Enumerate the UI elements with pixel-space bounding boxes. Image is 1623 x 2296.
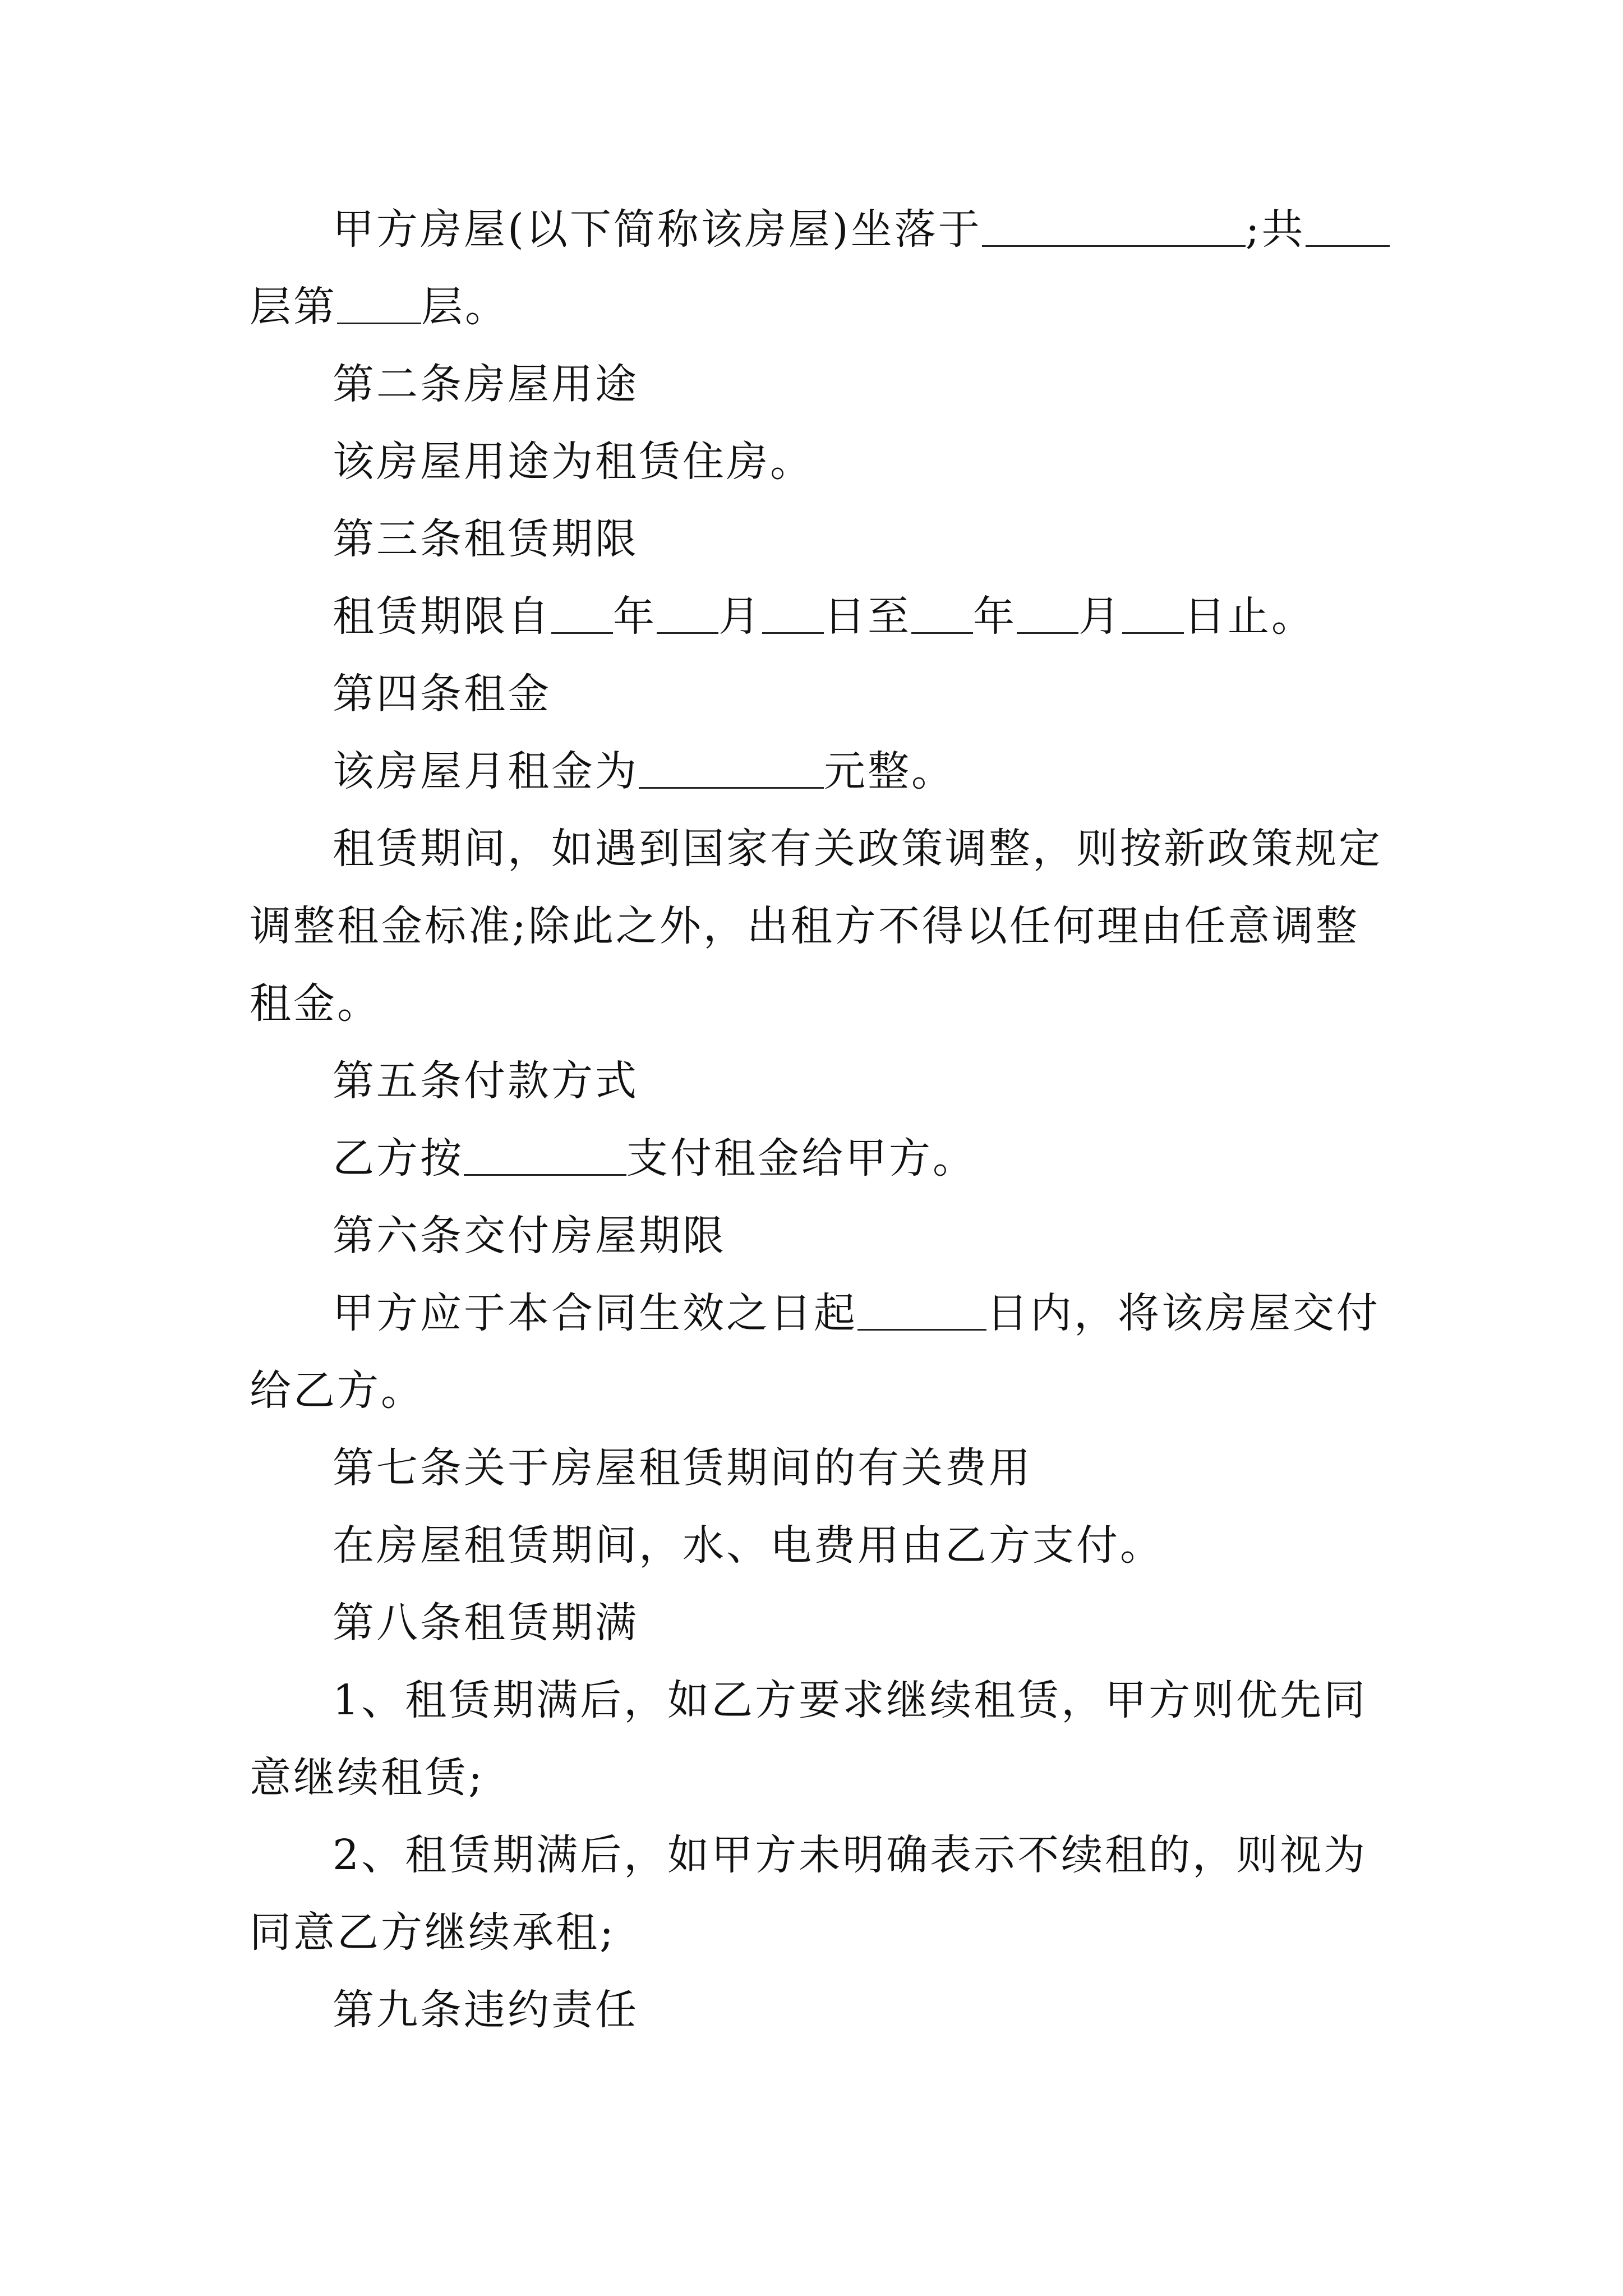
rent-text-end: 元整。 (824, 747, 955, 795)
article-5-heading: 第五条付款方式 (333, 1057, 639, 1105)
start-day-blank (762, 632, 824, 634)
rent-adjustment-paragraph: 租赁期间，如遇到国家有关政策调整，则按新政策规定调整租金标准;除此之外，出租方不得以任何理由任意调整租金。 (250, 825, 1382, 1028)
total-floors-blank (1306, 245, 1390, 247)
article-9-heading: 第九条违约责任 (333, 1986, 639, 2034)
payment-text: 乙方按 (333, 1134, 464, 1182)
article-6-heading: 第六条交付房屋期限 (333, 1212, 726, 1260)
floor-number-blank (337, 323, 421, 324)
payment-text-end: 支付租金给甲方。 (626, 1134, 976, 1182)
delivery-text: 甲方应于本合同生效之日起 (333, 1289, 857, 1337)
paragraph-location (250, 191, 1394, 346)
month-label: 月 (718, 592, 762, 641)
year-label: 年 (973, 592, 1017, 641)
location-text: 甲方房屋(以下简称该房屋)坐落于 (333, 205, 982, 254)
day-to-label: 日至 (824, 592, 911, 641)
delivery-days-blank (857, 1329, 986, 1331)
article-4-heading: 第四条租金 (333, 670, 551, 718)
month-label: 月 (1078, 592, 1122, 641)
address-blank (982, 245, 1246, 247)
delivery-text-end: 日内，将该房屋交付给乙方。 (250, 1289, 1380, 1415)
payment-method-paragraph (250, 1120, 1394, 1197)
end-year-blank (911, 632, 973, 634)
article-8-heading: 第八条租赁期满 (333, 1599, 639, 1647)
article-2-heading: 第二条房屋用途 (333, 360, 639, 408)
location-text-end: 层。 (421, 283, 509, 331)
utilities-paragraph: 在房屋租赁期间，水、电费用由乙方支付。 (333, 1521, 1164, 1570)
day-end-label: 日止。 (1184, 592, 1315, 641)
article-2-text: 该房屋用途为租赁住房。 (333, 438, 814, 486)
end-day-blank (1122, 632, 1184, 634)
rent-text: 该房屋月租金为 (333, 747, 639, 795)
lease-term-paragraph (250, 578, 1394, 655)
payment-method-blank (464, 1174, 626, 1176)
rent-amount-paragraph (250, 733, 1394, 810)
delivery-paragraph (250, 1274, 1394, 1429)
renewal-clause-2: 2、租赁期满后，如甲方未明确表示不续租的，则视为同意乙方继续承租; (250, 1831, 1368, 1957)
lease-term-text: 租赁期限自 (333, 592, 551, 641)
end-month-blank (1017, 632, 1078, 634)
location-text-floors-total: ;共 (1245, 205, 1306, 254)
contract-body (250, 191, 1394, 2049)
year-label: 年 (613, 592, 657, 641)
rent-amount-blank (639, 787, 824, 789)
article-3-heading: 第三条租赁期限 (333, 515, 639, 563)
article-7-heading: 第七条关于房屋租赁期间的有关费用 (333, 1444, 1032, 1492)
start-year-blank (551, 632, 613, 634)
location-text-floor: 层第 (250, 283, 337, 331)
start-month-blank (657, 632, 718, 634)
renewal-clause-1: 1、租赁期满后，如乙方要求继续租赁，甲方则优先同意继续租赁; (250, 1676, 1368, 1802)
